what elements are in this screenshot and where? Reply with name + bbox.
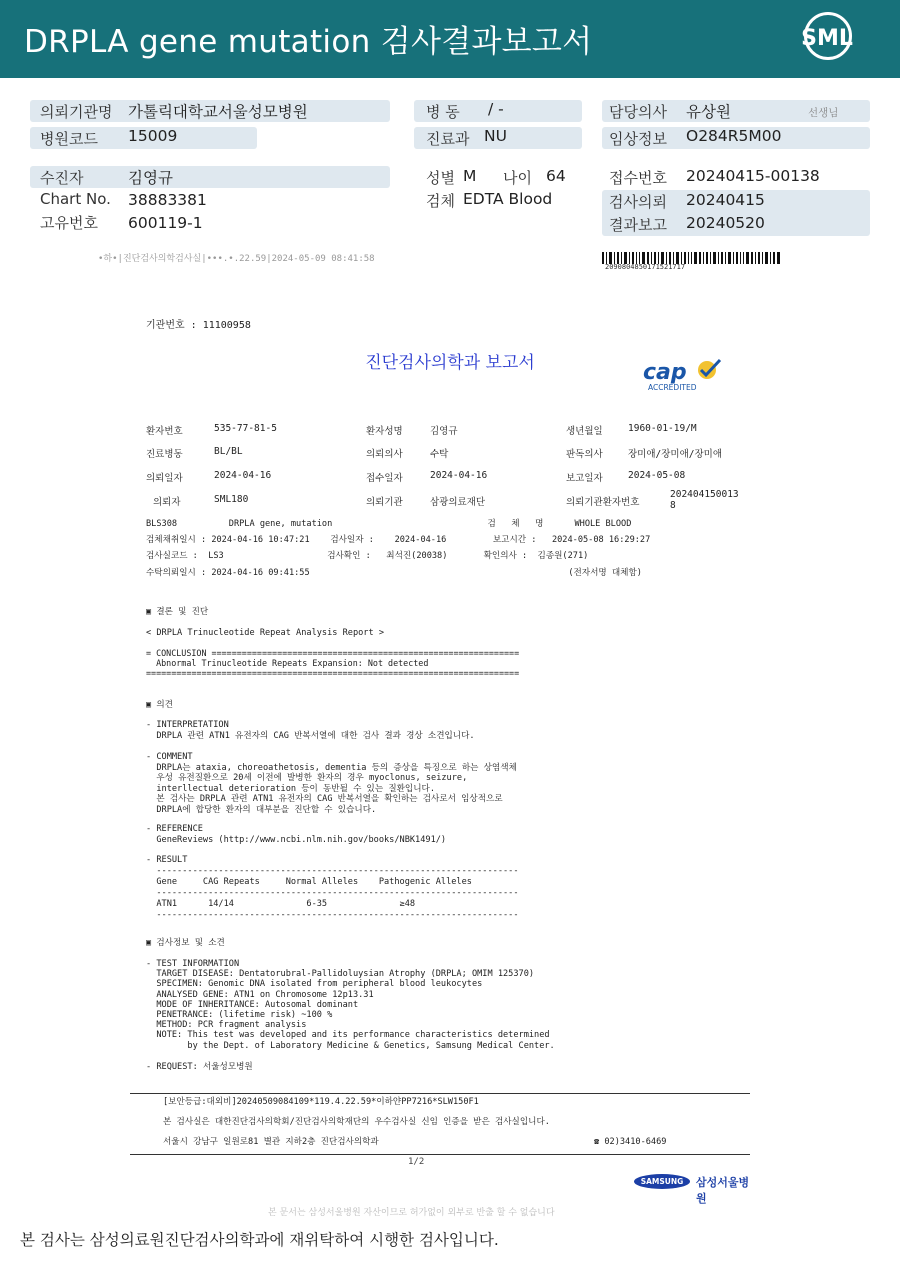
report-title: DRPLA gene mutation 검사결과보고서 [24, 24, 593, 60]
instno-value-1: 202404150013 [670, 489, 739, 500]
report-date-label: 결과보고 [609, 216, 667, 234]
samsung-hospital-logo [634, 1173, 750, 1205]
request-label: 검사의뢰 [609, 193, 667, 211]
dreq-label: 의뢰일자 [146, 473, 183, 484]
interpretation-block: - INTERPRETATION DRPLA 관련 ATN1 유전자의 CAG 반복서열에 대한 검사 결과 경상 소견입니다. [146, 720, 475, 741]
inst-value: 삼광의료재단 [430, 497, 486, 508]
age-label: 나이 [503, 169, 532, 187]
drep-value: 2024-05-08 [628, 470, 686, 481]
hospital-code-value: 15009 [128, 127, 178, 145]
institution-value: 가톨릭대학교서울성모병원 [128, 103, 308, 121]
instno-label: 의뢰기관환자번호 [566, 497, 640, 508]
dward-value: BL/BL [214, 446, 243, 457]
dept-value: NU [484, 127, 507, 145]
dept-label: 진료과 [426, 130, 470, 148]
comment-block: - COMMENT DRPLA는 ataxia, choreoathetosis, dementia 등의 증상을 특징으로 하는 상염색체 우성 유전질환으로 20세 이전에 발병한 환자의 경우 myoclonus, seizure, interllectual deterioration 등이 동반될 수 있는 질환입니다. 본 검사는 DRPLA 관련 ATN1 유전자의 CAG 반복서열을 확인하는 검사로서 임상적으로 DRPLA에 합당한 환자의 대부분을 진단할 수 있습니다. [146, 752, 517, 815]
chart-label: Chart No. [40, 190, 111, 208]
dacc-value: 2024-04-16 [430, 470, 488, 481]
doctor-label: 담당의사 [609, 103, 667, 121]
address-line: 서울시 강남구 일원로81 별관 지하2층 진단검사의학과 [163, 1137, 379, 1147]
request-line: - REQUEST: 서울성모병원 [146, 1062, 253, 1072]
clinical-value: O284R5M00 [686, 127, 782, 145]
reader-value: 장미애/장미애/장미애 [628, 449, 723, 460]
specimen-value: EDTA Blood [463, 190, 553, 208]
security-line: [보안등급:대외비]20240509084109*119.4.22.59*이하얀PP7216*SLW150F1 [163, 1097, 479, 1107]
receipt-time-line: 수탁의뢰일시 : 2024-04-16 09:41:55 (전자서명 대체함) [146, 568, 642, 578]
result-block: - RESULT ---------------------------------------------------------------------- Gene CAG Repeats Normal Alleles Pathogenic Alleles ---------------------------------------------------------------------- ATN1 14/14 6-35 ≥48 ---------------------------------------------------------------------- [146, 855, 519, 920]
ddoc-label: 의뢰의사 [366, 449, 403, 460]
footer-top-rule [130, 1093, 750, 1094]
client-label: 의뢰자 [153, 497, 181, 508]
instno-value-2: 8 [670, 500, 676, 511]
samsung-pill: SAMSUNG [634, 1174, 690, 1189]
barcode-number: 2090804850171521717 [605, 263, 686, 271]
drep-label: 보고일자 [566, 473, 603, 484]
confidential-notice: 본 문서는 삼성서울병원 자산이므로 허가없이 외부로 반출 할 수 없습니다 [268, 1208, 555, 1218]
dob-label: 생년월일 [566, 426, 603, 437]
page-number: 1/2 [408, 1157, 425, 1167]
footer-bottom-rule [130, 1154, 750, 1155]
checkmark-icon [696, 358, 722, 380]
receipt-label: 접수번호 [609, 169, 667, 187]
institution-label: 의뢰기관명 [40, 103, 113, 121]
unique-label: 고유번호 [40, 214, 98, 232]
receipt-value: 20240415-00138 [686, 167, 820, 185]
lab-code-line: 검사실코드 : LS3 검사확인 : 최석진(20038) 확인의사 : 김종원(271) [146, 551, 589, 561]
test-code-line: BLS308 DRPLA gene, mutation 검 체 명 WHOLE BLOOD [146, 519, 632, 529]
pname-value: 김영규 [430, 426, 458, 437]
ward-label: 병 동 [426, 103, 460, 121]
unique-value: 600119-1 [128, 214, 203, 232]
patient-label: 수진자 [40, 169, 84, 187]
request-value: 20240415 [686, 191, 765, 209]
print-stamp: •하•|진단검사의학검사실|•••.•.22.59|2024-05-09 08:41:58 [98, 254, 375, 264]
chart-value: 38883381 [128, 191, 207, 209]
patient-box [30, 166, 390, 188]
sex-label: 성별 [426, 169, 455, 187]
hospital-code-label: 병원코드 [40, 130, 98, 148]
report-date-value: 20240520 [686, 214, 765, 232]
pname-label: 환자성명 [366, 426, 403, 437]
test-info-block: - TEST INFORMATION TARGET DISEASE: Dentatorubral-Pallidoluysian Atrophy (DRPLA; OMIM 125370) SPECIMEN: Genomic DNA isolated from peripheral blood leukocytes ANALYSED GENE: ATN1 on Chromosome 12p13.31 MODE OF INHERITANCE: Autosomal dominant PENETRANCE: (lifetime risk) ~100 % METHOD: PCR fragment analysis NOTE: This test was developed and its performance characteristics determined by the Dept. of Laboratory Medicine & Genetics, Samsung Medical Center. [146, 959, 555, 1051]
dward-label: 진료병동 [146, 449, 183, 460]
org-number: 기관번호 : 11100958 [146, 320, 251, 331]
section-info-heading: ▣ 검사정보 및 소견 [146, 938, 225, 948]
specimen-label: 검체 [426, 192, 455, 210]
reference-block: - REFERENCE GeneReviews (http://www.ncbi.nlm.nih.gov/books/NBK1491/) [146, 824, 447, 845]
inst-label: 의뢰기관 [366, 497, 403, 508]
cap-subtext: ACCREDITED [648, 383, 697, 392]
doctor-suffix: 선생님 [808, 107, 839, 119]
report-header [0, 0, 900, 78]
conclusion-block: = CONCLUSION ============================================================= Abnormal Trinucleotide Repeats Expansion: Not detected ========================================================================== [146, 648, 520, 678]
patient-value: 김영규 [128, 169, 173, 187]
cap-accredited-logo [640, 358, 730, 394]
pid-label: 환자번호 [146, 426, 183, 437]
doctor-value: 유상원 [686, 103, 731, 121]
dacc-label: 접수일자 [366, 473, 403, 484]
clinical-label: 임상정보 [609, 130, 667, 148]
collection-line: 검체채취일시 : 2024-04-16 10:47:21 검사일자 : 2024-04-16 보고시간 : 2024-05-08 16:29:27 [146, 535, 651, 545]
sex-value: M [463, 167, 477, 185]
footer-note: 본 검사는 삼성의료원진단검사의학과에 재위탁하여 시행한 검사입니다. [20, 1231, 499, 1249]
pid-value: 535-77-81-5 [214, 423, 277, 434]
age-value: 64 [546, 167, 566, 185]
sml-logo [796, 10, 858, 68]
section-conclusion-heading: ▣ 결론 및 진단 [146, 607, 209, 617]
logo-text: SML [801, 26, 853, 51]
dob-value: 1960-01-19/M [628, 423, 697, 434]
ddoc-value: 수탁 [430, 449, 449, 460]
client-value: SML180 [214, 494, 249, 505]
samsung-hospital-name: 삼성서울병원 [696, 1176, 750, 1205]
report-name: < DRPLA Trinucleotide Repeat Analysis Report > [146, 628, 384, 638]
doc-title: 진단검사의학과 보고서 [365, 353, 535, 373]
phone-line: ☎ 02)3410-6469 [594, 1137, 667, 1147]
section-opinion-heading: ▣ 의견 [146, 700, 173, 710]
reader-label: 판독의사 [566, 449, 603, 460]
ward-value: / - [488, 100, 504, 118]
dreq-value: 2024-04-16 [214, 470, 272, 481]
certification-line: 본 검사실은 대한진단검사의학회/진단검사의학재단의 우수검사실 신임 인증을 받은 검사실입니다. [163, 1117, 550, 1127]
cap-text: cap [643, 360, 687, 385]
